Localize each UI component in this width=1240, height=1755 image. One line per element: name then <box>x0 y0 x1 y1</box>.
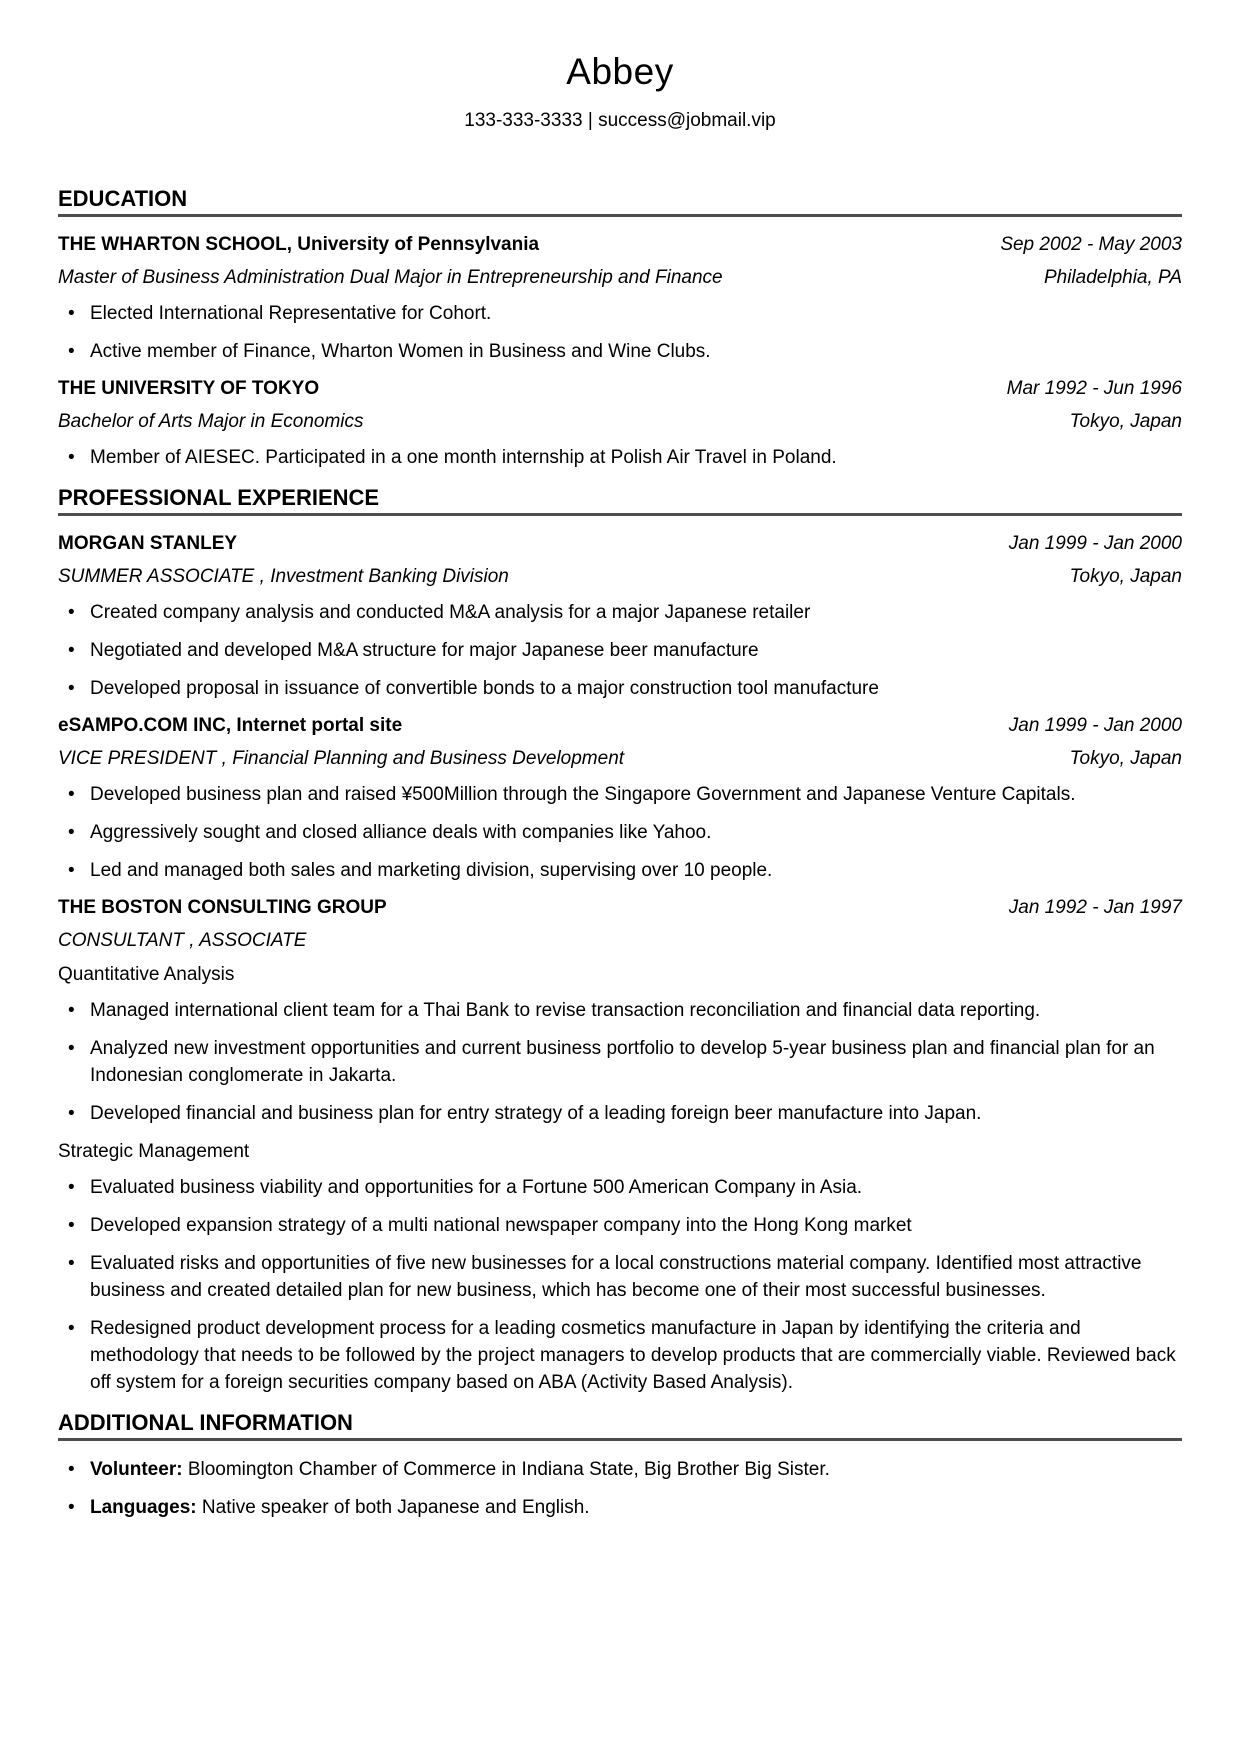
degree-name: Master of Business Administration Dual Major in Entrepreneurship and Finance <box>58 266 723 288</box>
project-group-heading: Quantitative Analysis <box>58 963 235 985</box>
section-education <box>58 187 1182 471</box>
education-section-title: EDUCATION <box>58 185 188 211</box>
section-divider <box>58 1438 1182 1441</box>
bullet-item: • Elected International Representative for Cohort. <box>58 300 1182 327</box>
location: Tokyo, Japan <box>1069 747 1182 769</box>
bullet-item: • Aggressively sought and closed alliance deals with companies like Yahoo. <box>58 819 1182 846</box>
experience-entry-bcg <box>58 895 1182 1396</box>
school-name: THE UNIVERSITY OF TOKYO <box>58 377 320 399</box>
bullet-item: • Evaluated risks and opportunities of five new businesses for a local constructions material company. Identified most attractive business and created detailed plan for new business, which has become one of their most successful businesses. <box>58 1250 1182 1304</box>
contact-line: 133-333-3333 | success@jobmail.vip <box>464 109 776 131</box>
date-range: Jan 1999 - Jan 2000 <box>1008 532 1182 554</box>
company-name: eSAMPO.COM INC, Internet portal site <box>58 714 403 736</box>
experience-section-title: PROFESSIONAL EXPERIENCE <box>58 484 380 510</box>
entry-header-row <box>58 895 1182 921</box>
bullet-label: Volunteer: <box>90 1458 183 1480</box>
entry-header-row <box>58 531 1182 557</box>
bullet-item: • Active member of Finance, Wharton Women in Business and Wine Clubs. <box>58 338 1182 365</box>
school-name: THE WHARTON SCHOOL, University of Pennsylvania <box>58 233 540 255</box>
bullet-item: • Member of AIESEC. Participated in a one month internship at Polish Air Travel in Poland. <box>58 444 1182 471</box>
date-range: Sep 2002 - May 2003 <box>1000 233 1182 255</box>
bullet-item: • Developed financial and business plan for entry strategy of a leading foreign beer manufacture into Japan. <box>58 1100 1182 1127</box>
date-range: Mar 1992 - Jun 1996 <box>1006 377 1182 399</box>
section-divider <box>58 513 1182 516</box>
bullet-item: • Developed proposal in issuance of convertible bonds to a major construction tool manufacture <box>58 675 1182 702</box>
project-group-heading: Strategic Management <box>58 1140 250 1162</box>
bullet-label: Languages: <box>90 1496 197 1518</box>
entry-subheader-row <box>58 265 1182 291</box>
bullet-item-volunteer <box>58 1456 1182 1483</box>
bullet-text: Native speaker of both Japanese and English. <box>196 1496 590 1518</box>
date-range: Jan 1999 - Jan 2000 <box>1008 714 1182 736</box>
additional-section-title: ADDITIONAL INFORMATION <box>58 1409 353 1435</box>
job-title: SUMMER ASSOCIATE , Investment Banking Division <box>58 565 509 587</box>
entry-subheader-row <box>58 746 1182 772</box>
section-additional-information <box>58 1411 1182 1521</box>
bullet-list <box>58 599 1182 702</box>
entry-subheader-row <box>58 409 1182 435</box>
bullet-text: Bloomington Chamber of Commerce in Indiana State, Big Brother Big Sister. <box>182 1458 830 1480</box>
bullet-item: • Analyzed new investment opportunities and current business portfolio to develop 5-year business plan and financial plan for an Indonesian conglomerate in Jakarta. <box>58 1035 1182 1089</box>
education-entry-wharton <box>58 232 1182 365</box>
location: Philadelphia, PA <box>1043 266 1182 288</box>
bullet-list <box>58 444 1182 471</box>
bullet-item: • Developed expansion strategy of a multi national newspaper company into the Hong Kong market <box>58 1212 1182 1239</box>
resume-header <box>58 52 1182 134</box>
bullet-list <box>58 300 1182 365</box>
bullet-item: • Evaluated business viability and opportunities for a Fortune 500 American Company in Asia. <box>58 1174 1182 1201</box>
section-experience <box>58 486 1182 1396</box>
location: Tokyo, Japan <box>1069 565 1182 587</box>
bullet-item-languages <box>58 1494 1182 1521</box>
bullet-item: • Developed business plan and raised ¥500Million through the Singapore Government and Japanese Venture Capitals. <box>58 781 1182 808</box>
job-title: CONSULTANT , ASSOCIATE <box>58 929 307 951</box>
bullet-list <box>58 997 1182 1127</box>
date-range: Jan 1992 - Jan 1997 <box>1008 896 1182 918</box>
entry-subheader-row <box>58 564 1182 590</box>
entry-header-row <box>58 713 1182 739</box>
candidate-name: Abbey <box>566 51 674 92</box>
company-name: THE BOSTON CONSULTING GROUP <box>58 896 387 918</box>
experience-entry-morgan-stanley <box>58 531 1182 702</box>
company-name: MORGAN STANLEY <box>58 532 238 554</box>
section-divider <box>58 214 1182 217</box>
experience-entry-esampo <box>58 713 1182 884</box>
bullet-list <box>58 781 1182 884</box>
location: Tokyo, Japan <box>1069 410 1182 432</box>
bullet-list <box>58 1174 1182 1396</box>
bullet-item: • Created company analysis and conducted M&A analysis for a major Japanese retailer <box>58 599 1182 626</box>
degree-name: Bachelor of Arts Major in Economics <box>58 410 364 432</box>
bullet-item: • Led and managed both sales and marketing division, supervising over 10 people. <box>58 857 1182 884</box>
entry-header-row <box>58 376 1182 402</box>
job-title: VICE PRESIDENT , Financial Planning and Business Development <box>58 747 625 769</box>
bullet-item: • Redesigned product development process for a leading cosmetics manufacture in Japan by identifying the criteria and methodology that needs to be followed by the project managers to develop products that are commercially viable. Reviewed back off system for a foreign securities company based on ABA (Activity Based Analysis). <box>58 1315 1182 1396</box>
entry-subheader-row <box>58 928 1182 954</box>
bullet-list <box>58 1456 1182 1521</box>
bullet-item: • Negotiated and developed M&A structure for major Japanese beer manufacture <box>58 637 1182 664</box>
entry-header-row <box>58 232 1182 258</box>
bullet-item: • Managed international client team for a Thai Bank to revise transaction reconciliation and financial data reporting. <box>58 997 1182 1024</box>
education-entry-tokyo <box>58 376 1182 471</box>
